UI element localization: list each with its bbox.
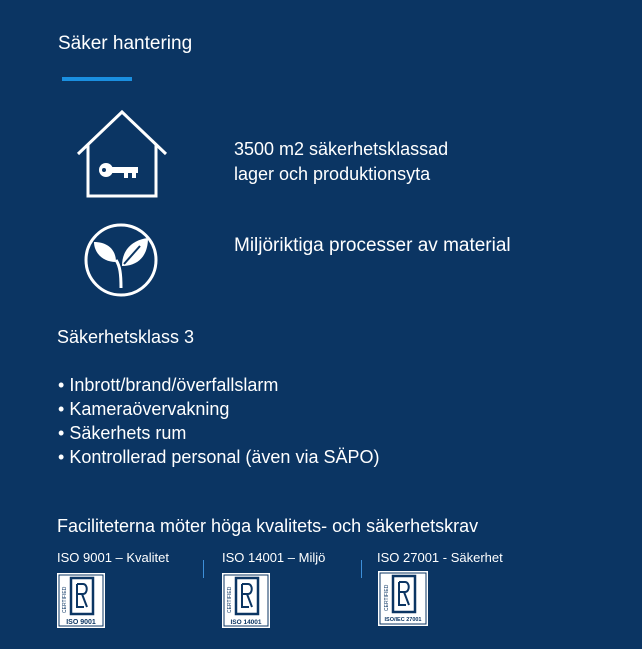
iso27001-certified-badge [378, 571, 428, 626]
cert-label-iso9001: ISO 9001 – Kvalitet [57, 550, 170, 565]
feature-storage-line-1: 3500 m2 säkerhetsklassad [234, 139, 449, 159]
badge-certified-text: CERTIFIED [62, 586, 68, 613]
house-key-icon [72, 108, 172, 200]
cert-label-iso27001: ISO 27001 - Säkerhet [377, 550, 503, 565]
badge-standard-text: ISO 14001 [230, 619, 262, 626]
list-item: • Kontrollerad personal (även via SÄPO) [58, 445, 379, 469]
divider [361, 560, 362, 578]
iso14001-certified-badge [222, 573, 270, 628]
certifications-heading: Faciliteterna möter höga kvalitets- och säkerhetskrav [57, 516, 479, 536]
security-list [58, 373, 379, 469]
feature-storage-line-2: lager och produktionsyta [234, 164, 431, 184]
divider [203, 560, 204, 578]
badge-certified-text: CERTIFIED [227, 586, 233, 613]
feature-environment-text: Miljöriktiga processer av material [234, 235, 511, 256]
badge-standard-text: ISO/IEC 27001 [384, 617, 422, 623]
list-item: • Inbrott/brand/överfallslarm [58, 373, 379, 397]
feature-storage-text [234, 137, 448, 187]
page-title: Säker hantering [58, 33, 193, 54]
title-accent-bar [62, 77, 132, 81]
badge-standard-text: ISO 9001 [66, 619, 96, 626]
list-item: • Kameraövervakning [58, 397, 379, 421]
leaf-icon [80, 222, 162, 298]
iso9001-certified-badge [57, 573, 105, 628]
cert-label-iso14001: ISO 14001 – Miljö [222, 550, 326, 565]
list-item: • Säkerhets rum [58, 421, 379, 445]
badge-certified-text: CERTIFIED [384, 584, 390, 611]
security-class-heading: Säkerhetsklass 3 [57, 327, 195, 347]
